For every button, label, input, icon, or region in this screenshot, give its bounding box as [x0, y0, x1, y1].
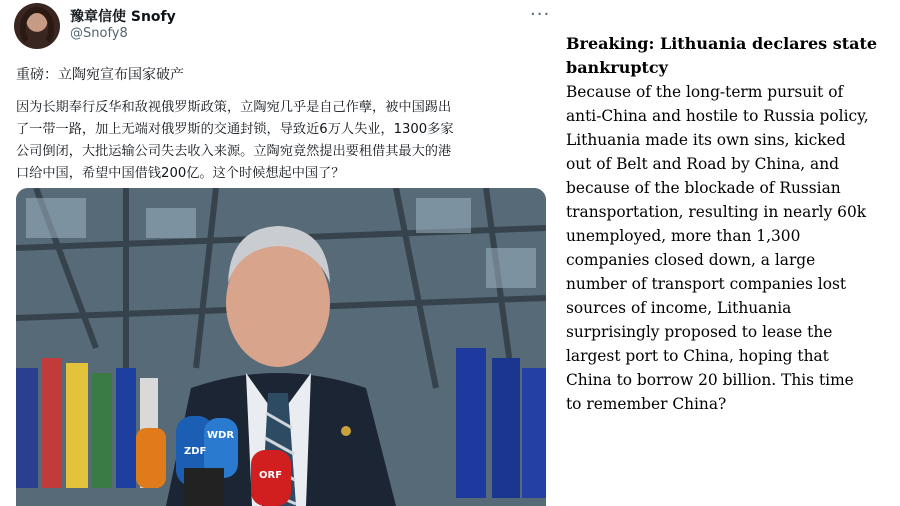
mic-label: WDR	[207, 430, 235, 441]
avatar-hair	[20, 7, 54, 47]
mic-label: ORF	[259, 470, 283, 481]
tweet-body-line: 口给中国，希望中国借钱200亿。这个时候想起中国了？	[16, 166, 345, 181]
tweet-body-line: 公司倒闭，大批运输公司失去收入来源。立陶宛竟然提出要租借其最大的港	[16, 144, 452, 159]
caption-body: Because of the long-term pursuit of anti-China and hostile to Russia policy, Lithuania made its own sins, kicked out of Belt and Road by China, and because of the blockade of Russian transportation, resulting in nearly 60k unemployed, more than 1,300 companies closed down, a large number of transport companies lost sources of income, Lithuania surprisingly proposed to lease the largest port to China, hoping that China to borrow 20 billion. This time to remember China?	[566, 83, 869, 413]
more-options-icon[interactable]: ···	[530, 4, 551, 25]
translation-panel	[566, 32, 896, 416]
caption-title: Breaking: Lithuania declares state bankruptcy	[566, 34, 878, 77]
tweet-headline: 重磅：立陶宛宣布国家破产	[16, 67, 184, 83]
tweet-body-line: 因为长期奉行反华和敌视俄罗斯政策，立陶宛几乎是自己作孽，被中国踢出	[16, 100, 452, 115]
user-handle[interactable]: @Snofy8	[70, 26, 128, 41]
mic-label: ZDF	[184, 446, 207, 457]
avatar[interactable]	[14, 3, 60, 49]
photo-illustration	[16, 188, 546, 506]
tweet-body	[16, 97, 544, 185]
tweet-photo[interactable]	[16, 188, 546, 506]
tweet-body-line: 了一带一路，加上无端对俄罗斯的交通封锁，导致近6万人失业，1300多家	[16, 122, 454, 137]
display-name[interactable]: 豫章信使 Snofy	[70, 9, 176, 25]
